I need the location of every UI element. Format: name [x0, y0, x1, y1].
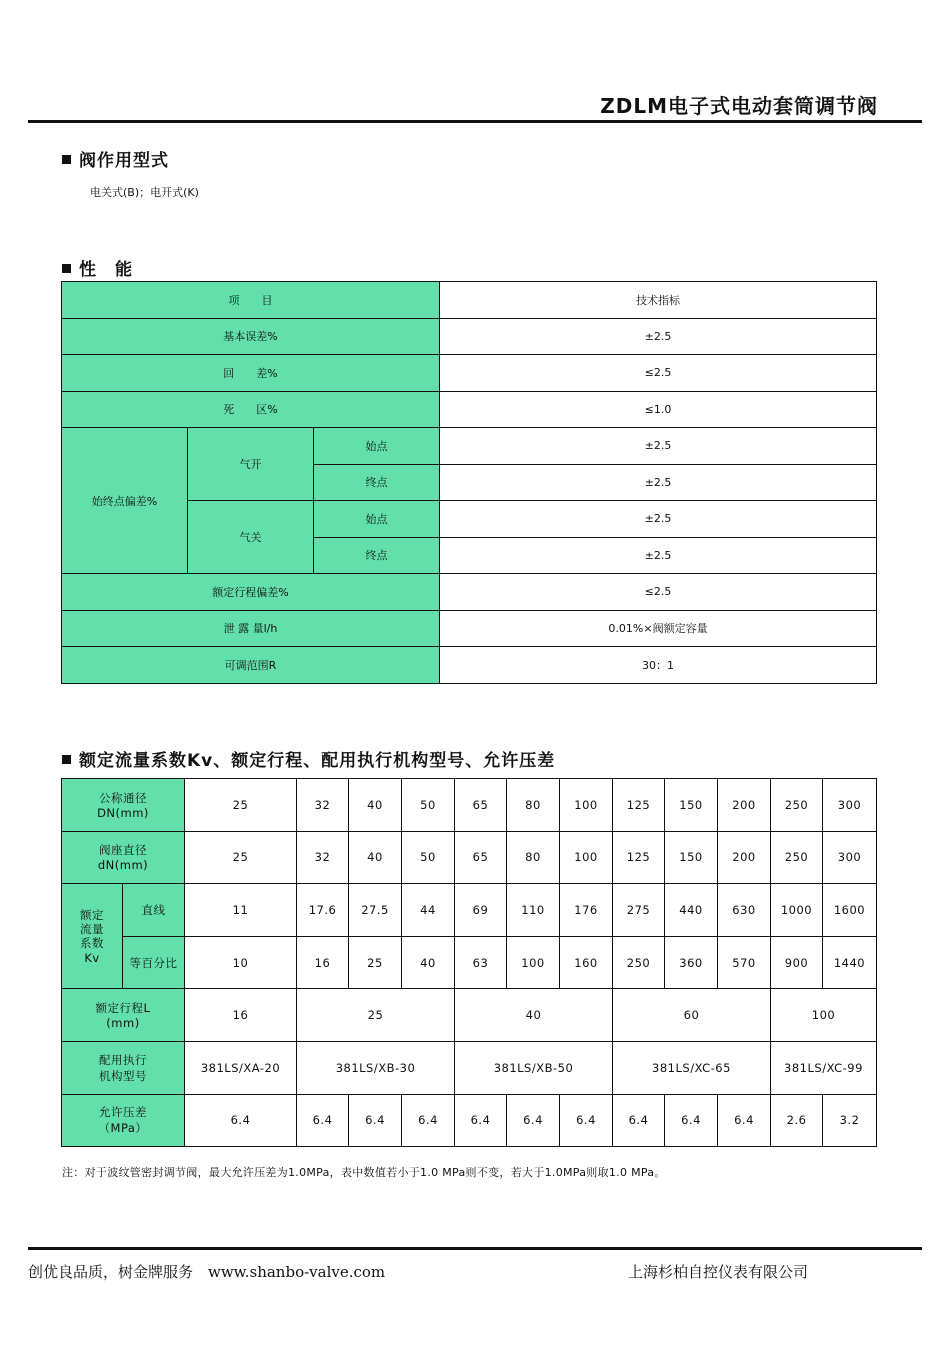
label-cell: 死 区%: [62, 391, 440, 428]
value-cell: 381LS/XC-99: [771, 1041, 877, 1094]
value-cell: 50: [402, 831, 455, 884]
value-cell: 80: [507, 831, 560, 884]
footer-company: 上海杉柏自控仪表有限公司: [628, 1263, 809, 1281]
value-cell: 30：1: [440, 647, 877, 684]
value-cell: 300: [823, 779, 877, 832]
value-cell: 6.4: [185, 1094, 297, 1147]
value-cell: 80: [507, 779, 560, 832]
bullet-square-icon: [62, 755, 71, 764]
value-cell: 6.4: [718, 1094, 771, 1147]
label-cell: 始点: [314, 501, 440, 538]
footer-rule: [28, 1247, 922, 1250]
value-cell: 25: [185, 831, 297, 884]
label-cell: 配用执行 机构型号: [62, 1041, 185, 1094]
footer-slogan: 创优良品质，树金牌服务 www.shanbo-valve.com: [28, 1263, 386, 1281]
value-cell: 6.4: [402, 1094, 455, 1147]
table-row: [62, 428, 877, 465]
value-cell: ±2.5: [440, 537, 877, 574]
label-cell: 基本误差%: [62, 318, 440, 355]
value-cell: 200: [718, 831, 771, 884]
value-cell: 100: [560, 779, 613, 832]
table-row: [62, 282, 877, 319]
section-heading: 阀作用型式: [79, 151, 169, 171]
performance-table: [61, 281, 877, 684]
section-flow: [62, 746, 555, 771]
value-cell: 32: [297, 831, 349, 884]
value-cell: 250: [613, 936, 665, 989]
label-cell: 终点: [314, 464, 440, 501]
label-cell: 额定 流量 系数 Kv: [62, 884, 123, 989]
value-cell: 40: [455, 989, 613, 1042]
bullet-square-icon: [62, 155, 71, 164]
value-cell: 125: [613, 779, 665, 832]
value-cell: 65: [455, 779, 507, 832]
value-cell: 6.4: [455, 1094, 507, 1147]
table-row: [62, 831, 877, 884]
value-cell: 32: [297, 779, 349, 832]
value-cell: 1440: [823, 936, 877, 989]
value-cell: 17.6: [297, 884, 349, 937]
value-cell: 40: [349, 779, 402, 832]
table-row: [62, 574, 877, 611]
table-row: [62, 647, 877, 684]
value-cell: 6.4: [560, 1094, 613, 1147]
value-cell: ≤2.5: [440, 355, 877, 392]
value-cell: 381LS/XA-20: [185, 1041, 297, 1094]
value-cell: 6.4: [297, 1094, 349, 1147]
value-cell: 40: [402, 936, 455, 989]
page-title: ZDLM电子式电动套筒调节阀: [600, 94, 878, 118]
table-row: [62, 989, 877, 1042]
value-cell: 440: [665, 884, 718, 937]
value-cell: 150: [665, 831, 718, 884]
value-cell: 100: [560, 831, 613, 884]
table-row: [62, 391, 877, 428]
table-row: [62, 610, 877, 647]
header-cell: 技术指标: [440, 282, 877, 319]
value-cell: 300: [823, 831, 877, 884]
value-cell: 160: [560, 936, 613, 989]
label-cell: 终点: [314, 537, 440, 574]
table-row: [62, 936, 877, 989]
value-cell: 60: [613, 989, 771, 1042]
table-note: 注：对于波纹管密封调节阀，最大允许压差为1.0MPa，表中数值若小于1.0 MPa则不变，若大于1.0MPa则取1.0 MPa。: [62, 1166, 666, 1179]
value-cell: 630: [718, 884, 771, 937]
label-cell: 回 差%: [62, 355, 440, 392]
section-heading: 性 能: [79, 260, 133, 280]
value-cell: ±2.5: [440, 501, 877, 538]
value-cell: ±2.5: [440, 318, 877, 355]
flow-table: [61, 778, 877, 1147]
label-cell: 始点: [314, 428, 440, 465]
value-cell: 900: [771, 936, 823, 989]
header-cell: 项 目: [62, 282, 440, 319]
table-row: [62, 355, 877, 392]
table-row: [62, 779, 877, 832]
value-cell: ≤1.0: [440, 391, 877, 428]
section-heading: 额定流量系数Kv、额定行程、配用执行机构型号、允许压差: [79, 751, 556, 771]
valve-action-text: 电关式(B)；电开式(K): [90, 186, 199, 199]
value-cell: ±2.5: [440, 428, 877, 465]
value-cell: 150: [665, 779, 718, 832]
value-cell: 1000: [771, 884, 823, 937]
value-cell: 381LS/XB-50: [455, 1041, 613, 1094]
value-cell: 381LS/XC-65: [613, 1041, 771, 1094]
header-rule: [28, 120, 922, 123]
value-cell: 3.2: [823, 1094, 877, 1147]
value-cell: 381LS/XB-30: [297, 1041, 455, 1094]
value-cell: 6.4: [507, 1094, 560, 1147]
value-cell: 16: [185, 989, 297, 1042]
value-cell: 25: [297, 989, 455, 1042]
value-cell: ±2.5: [440, 464, 877, 501]
value-cell: 110: [507, 884, 560, 937]
value-cell: 27.5: [349, 884, 402, 937]
label-cell: 允许压差 （MPa）: [62, 1094, 185, 1147]
value-cell: 65: [455, 831, 507, 884]
label-cell: 阀座直径 dN(mm): [62, 831, 185, 884]
value-cell: 250: [771, 779, 823, 832]
value-cell: 44: [402, 884, 455, 937]
label-cell: 始终点偏差%: [62, 428, 188, 574]
section-valve-action: [62, 146, 169, 171]
table-row: [62, 884, 877, 937]
label-cell: 等百分比: [123, 936, 185, 989]
bullet-square-icon: [62, 264, 71, 273]
label-cell: 额定行程偏差%: [62, 574, 440, 611]
value-cell: 11: [185, 884, 297, 937]
value-cell: 40: [349, 831, 402, 884]
section-performance: [62, 255, 133, 280]
value-cell: 63: [455, 936, 507, 989]
value-cell: 200: [718, 779, 771, 832]
value-cell: 6.4: [613, 1094, 665, 1147]
label-cell: 公称通径 DN(mm): [62, 779, 185, 832]
value-cell: 50: [402, 779, 455, 832]
label-cell: 直线: [123, 884, 185, 937]
value-cell: 250: [771, 831, 823, 884]
label-cell: 可调范围R: [62, 647, 440, 684]
value-cell: 176: [560, 884, 613, 937]
value-cell: 360: [665, 936, 718, 989]
table-row: [62, 318, 877, 355]
value-cell: 16: [297, 936, 349, 989]
value-cell: 25: [185, 779, 297, 832]
value-cell: 275: [613, 884, 665, 937]
value-cell: 100: [507, 936, 560, 989]
label-cell: 额定行程L (mm): [62, 989, 185, 1042]
value-cell: 10: [185, 936, 297, 989]
label-cell: 泄 露 量l/h: [62, 610, 440, 647]
value-cell: 125: [613, 831, 665, 884]
value-cell: 6.4: [665, 1094, 718, 1147]
value-cell: 69: [455, 884, 507, 937]
value-cell: 570: [718, 936, 771, 989]
value-cell: 0.01%×阀额定容量: [440, 610, 877, 647]
table-row: [62, 1094, 877, 1147]
value-cell: ≤2.5: [440, 574, 877, 611]
table-row: [62, 1041, 877, 1094]
label-cell: 气关: [188, 501, 314, 574]
value-cell: 2.6: [771, 1094, 823, 1147]
value-cell: 6.4: [349, 1094, 402, 1147]
value-cell: 100: [771, 989, 877, 1042]
value-cell: 25: [349, 936, 402, 989]
label-cell: 气开: [188, 428, 314, 501]
value-cell: 1600: [823, 884, 877, 937]
